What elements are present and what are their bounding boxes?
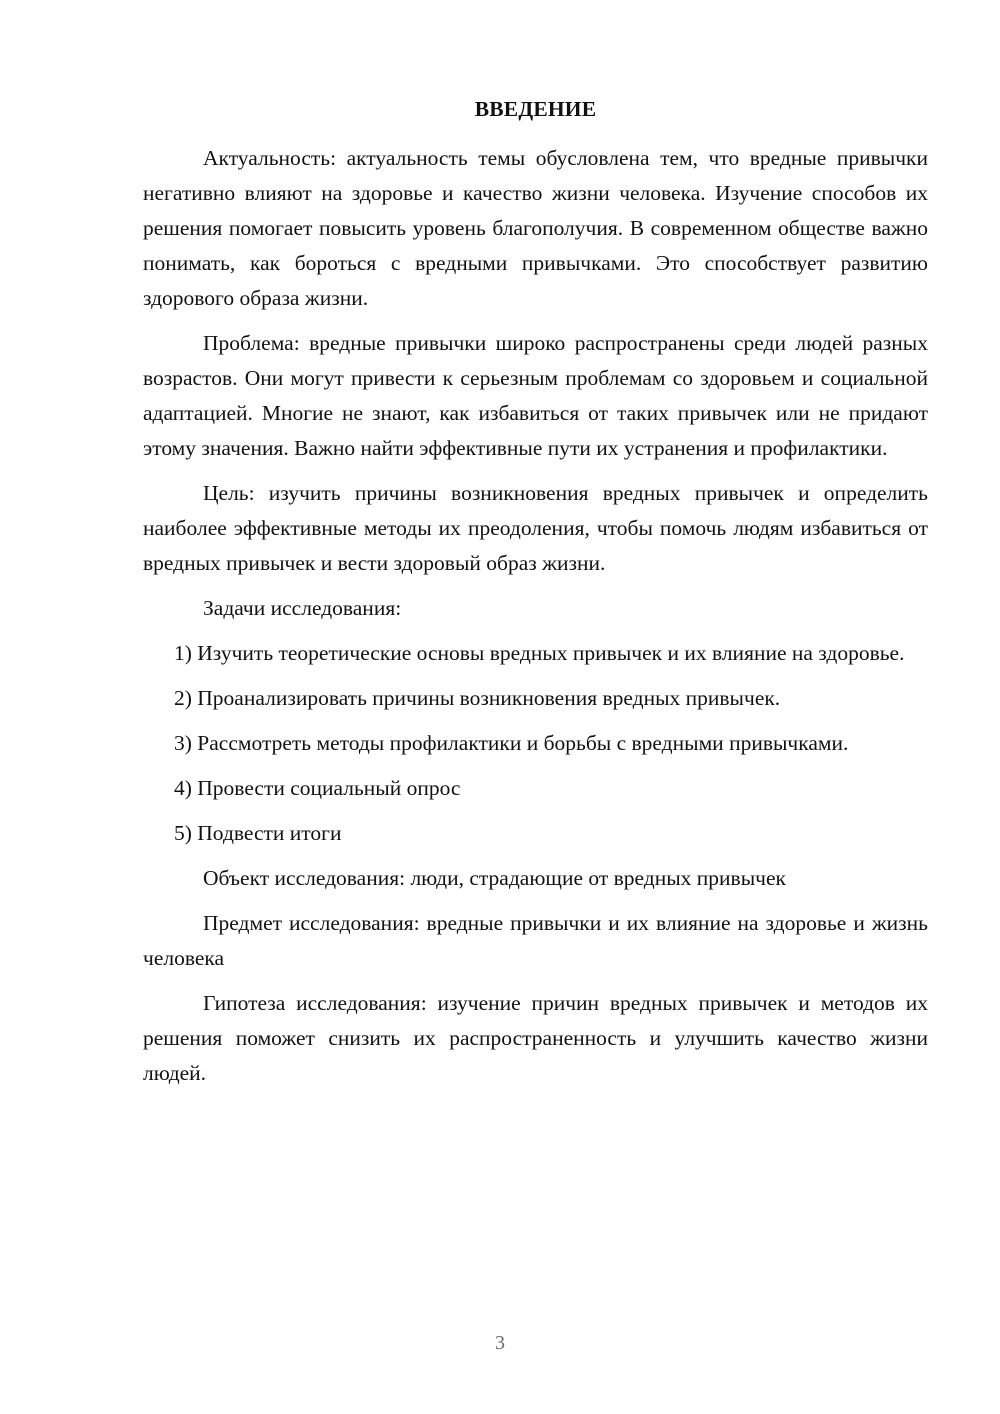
- task-item: 2) Проанализировать причины возникновения вредных привычек.: [174, 686, 781, 710]
- page-title: ВВЕДЕНИЕ: [474, 97, 597, 121]
- task-item: 1) Изучить теоретические основы вредных привычек и их влияние на здоровье.: [174, 641, 905, 665]
- hypothesis-paragraph: Гипотеза исследования: изучение причин вредных привычек и методов их решения поможет снизить их распространенность и улучшить качество жизни людей.: [143, 991, 928, 1085]
- research-object-paragraph: Объект исследования: люди, страдающие от вредных привычек: [203, 866, 786, 890]
- task-item: 5) Подвести итоги: [174, 821, 342, 845]
- page-number: 3: [495, 1332, 505, 1354]
- task-item: 3) Рассмотреть методы профилактики и борьбы с вредными привычками.: [174, 731, 849, 755]
- goal-paragraph: Цель: изучить причины возникновения вредных привычек и определить наиболее эффективные методы их преодоления, чтобы помочь людям избавиться от вредных привычек и вести здоровый образ жизни.: [143, 481, 928, 575]
- tasks-heading: Задачи исследования:: [203, 596, 402, 620]
- page-content: [143, 92, 928, 1101]
- relevance-paragraph: Актуальность: актуальность темы обусловлена тем, что вредные привычки негативно влияют на здоровье и качество жизни человека. Изучение способов их решения помогает повысить уровень благополучия. В современном обществе важно понимать, как бороться с вредными привычками. Это способствует развитию здорового образа жизни.: [143, 146, 928, 310]
- problem-paragraph: Проблема: вредные привычки широко распространены среди людей разных возрастов. Они могут привести к серьезным проблемам со здоровьем и социальной адаптацией. Многие не знают, как избавиться от таких привычек или не придают этому значения. Важно найти эффективные пути их устранения и профилактики.: [143, 331, 928, 460]
- task-item: 4) Провести социальный опрос: [174, 776, 461, 800]
- research-subject-paragraph: Предмет исследования: вредные привычки и их влияние на здоровье и жизнь человека: [143, 911, 928, 970]
